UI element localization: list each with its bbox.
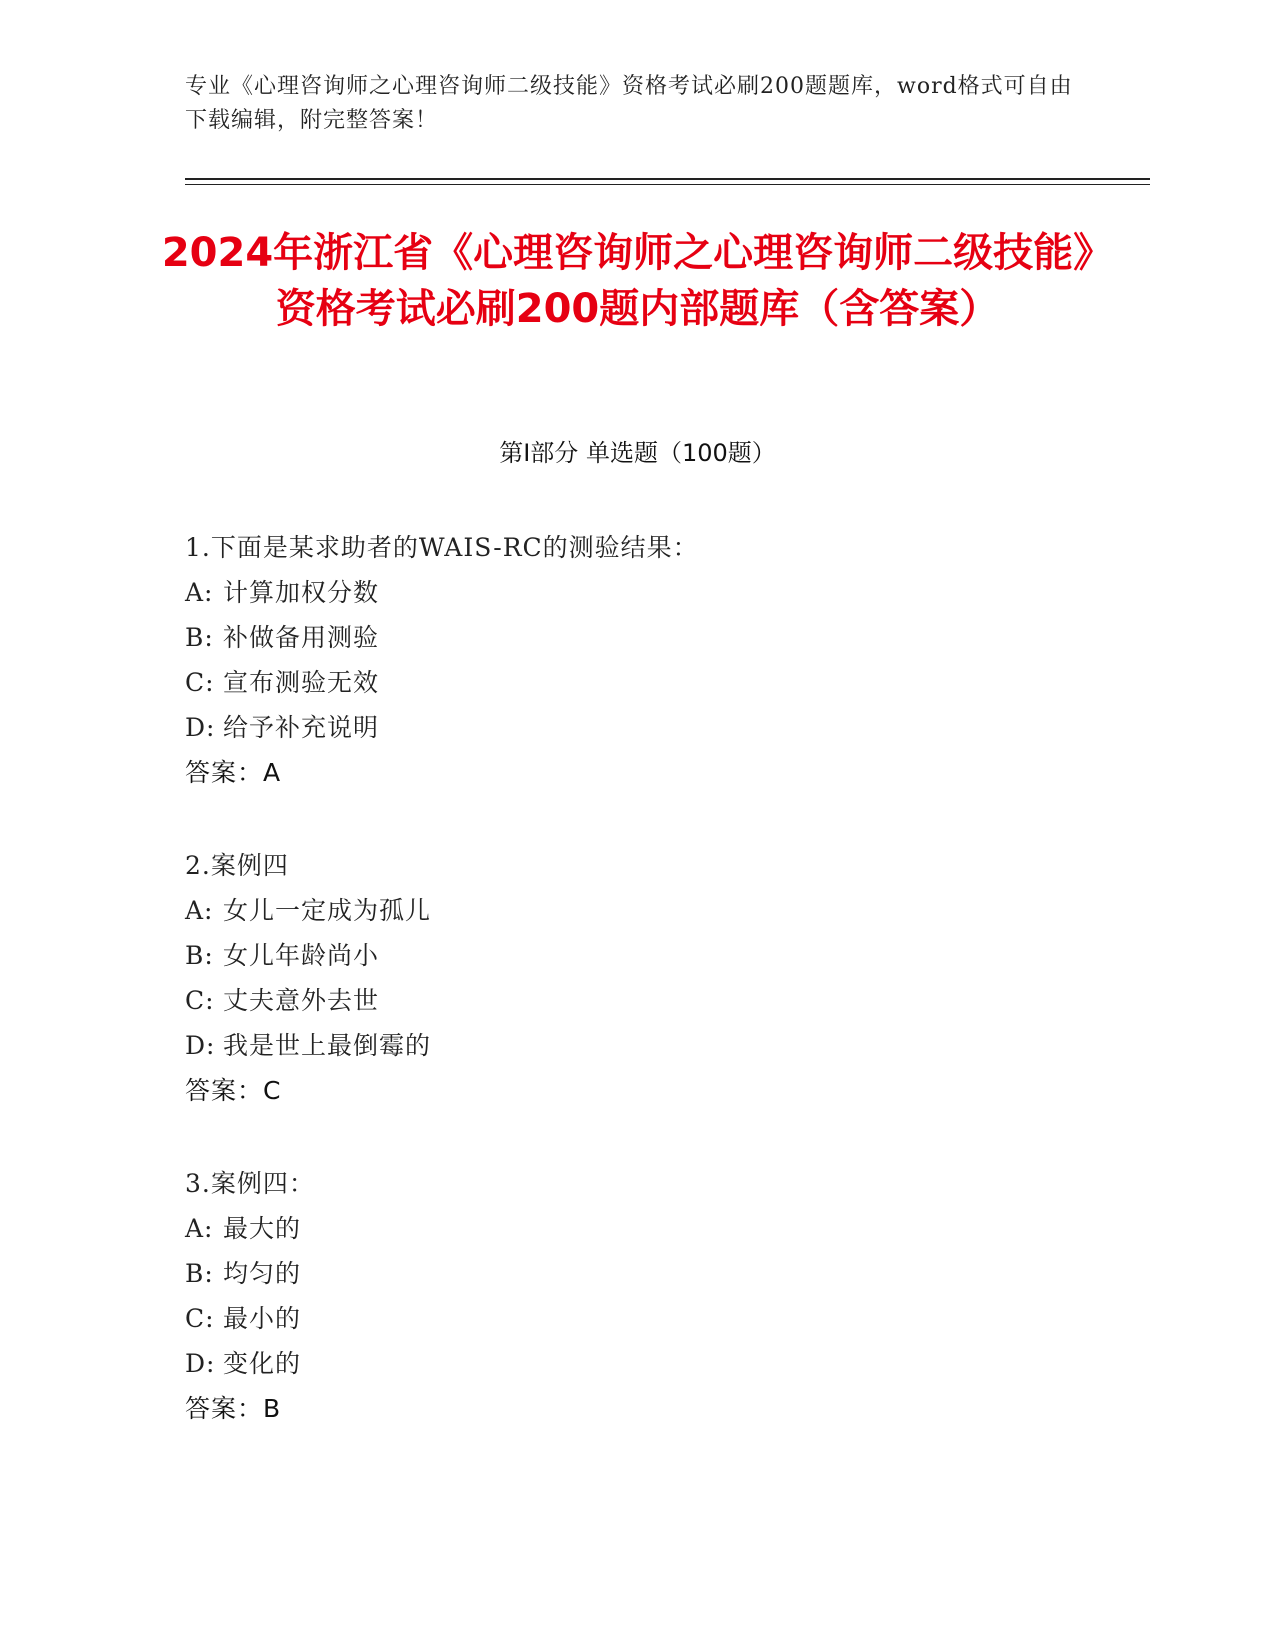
option-b	[185, 933, 1085, 978]
option-text: 我是世上最倒霉的	[223, 1031, 432, 1060]
option-d	[185, 1341, 1085, 1386]
header-divider-thick	[185, 178, 1150, 180]
answer-line	[185, 1386, 1085, 1431]
question-list	[185, 525, 1085, 1479]
option-a	[185, 570, 1085, 615]
option-letter: D:	[185, 713, 216, 742]
answer-label: 答案：	[185, 1076, 264, 1105]
option-text: 最大的	[223, 1214, 302, 1243]
option-c	[185, 978, 1085, 1023]
option-text: 均匀的	[223, 1259, 302, 1288]
option-c	[185, 1296, 1085, 1341]
question-stem: 3.案例四：	[185, 1169, 315, 1198]
answer-line	[185, 1068, 1085, 1113]
answer-line	[185, 750, 1085, 795]
document-title: 2024年浙江省《心理咨询师之心理咨询师二级技能》资格考试必刷200题内部题库（含答案）	[161, 230, 1114, 332]
option-a	[185, 888, 1085, 933]
option-text: 宣布测验无效	[223, 668, 380, 697]
option-text: 计算加权分数	[223, 578, 380, 607]
answer-label: 答案：	[185, 1394, 264, 1423]
option-letter: C:	[185, 986, 215, 1015]
option-d	[185, 1023, 1085, 1068]
option-letter: C:	[185, 668, 215, 697]
option-letter: B:	[185, 941, 214, 970]
option-letter: B:	[185, 623, 214, 652]
option-letter: D:	[185, 1031, 216, 1060]
option-letter: C:	[185, 1304, 215, 1333]
option-letter: A:	[185, 1214, 214, 1243]
answer-value: C	[263, 1076, 282, 1105]
question-2	[185, 843, 1085, 1113]
question-stem: 2.案例四	[185, 851, 289, 880]
question-3	[185, 1161, 1085, 1431]
option-text: 丈夫意外去世	[223, 986, 380, 1015]
option-letter: D:	[185, 1349, 216, 1378]
option-letter: B:	[185, 1259, 214, 1288]
option-letter: A:	[185, 896, 214, 925]
option-text: 变化的	[223, 1349, 302, 1378]
answer-value: A	[263, 758, 282, 787]
header-divider-thin	[185, 184, 1150, 185]
option-c	[185, 660, 1085, 705]
answer-value: B	[263, 1394, 282, 1423]
option-text: 女儿一定成为孤儿	[223, 896, 432, 925]
question-1	[185, 525, 1085, 795]
option-a	[185, 1206, 1085, 1251]
answer-label: 答案：	[185, 758, 264, 787]
section-title: 第Ⅰ部分 单选题（100题）	[499, 439, 776, 467]
option-b	[185, 615, 1085, 660]
option-text: 给予补充说明	[223, 713, 380, 742]
option-letter: A:	[185, 578, 214, 607]
option-b	[185, 1251, 1085, 1296]
option-text: 女儿年龄尚小	[223, 941, 380, 970]
option-text: 最小的	[223, 1304, 302, 1333]
option-text: 补做备用测验	[223, 623, 380, 652]
option-d	[185, 705, 1085, 750]
question-stem: 1.下面是某求助者的WAIS-RC的测验结果：	[185, 533, 699, 562]
header-note: 专业《心理咨询师之心理咨询师二级技能》资格考试必刷200题题库，word格式可自由下载编辑，附完整答案！	[185, 74, 1073, 133]
